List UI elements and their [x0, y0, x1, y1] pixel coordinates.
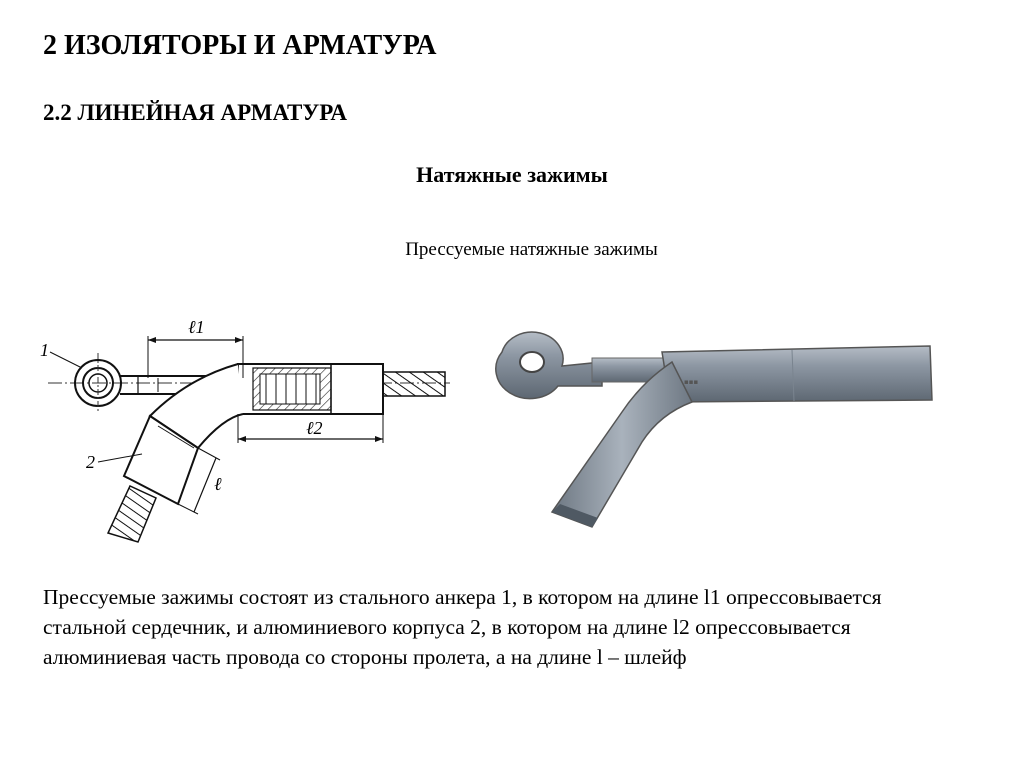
svg-text:▪▪▪: ▪▪▪: [684, 378, 699, 386]
dimension-l1-label: ℓ1: [188, 317, 205, 337]
dimension-l-label: ℓ: [214, 474, 222, 494]
dimension-l2: [238, 414, 383, 443]
subheading: Прессуемые натяжные зажимы: [405, 239, 658, 260]
dimension-l2-label: ℓ2: [306, 418, 323, 438]
callout-1: [40, 340, 82, 368]
clamp-photo: [492, 322, 944, 534]
photo-anchor-eye: [496, 332, 602, 399]
description-text: Прессуемые зажимы состоят из стального анкера 1, в котором на длине l1 опрессовывается стальной сердечник, и алюминиевого корпуса 2, в котором на длине l2 опрессовывается алюминиевая часть провода со стороны пролета, а на длине l – шлейф: [43, 585, 882, 669]
section-title: 2.2 ЛИНЕЙНАЯ АРМАТУРА: [43, 100, 347, 125]
loop-branch: [124, 364, 243, 504]
callout-2-label: 2: [86, 452, 95, 472]
slide-title: 2 ИЗОЛЯТОРЫ И АРМАТУРА: [43, 30, 437, 61]
aluminium-body: [238, 364, 383, 414]
clamp-technical-drawing: [38, 308, 458, 548]
heading: Натяжные зажимы: [416, 162, 608, 187]
callout-1-label: 1: [40, 340, 49, 360]
